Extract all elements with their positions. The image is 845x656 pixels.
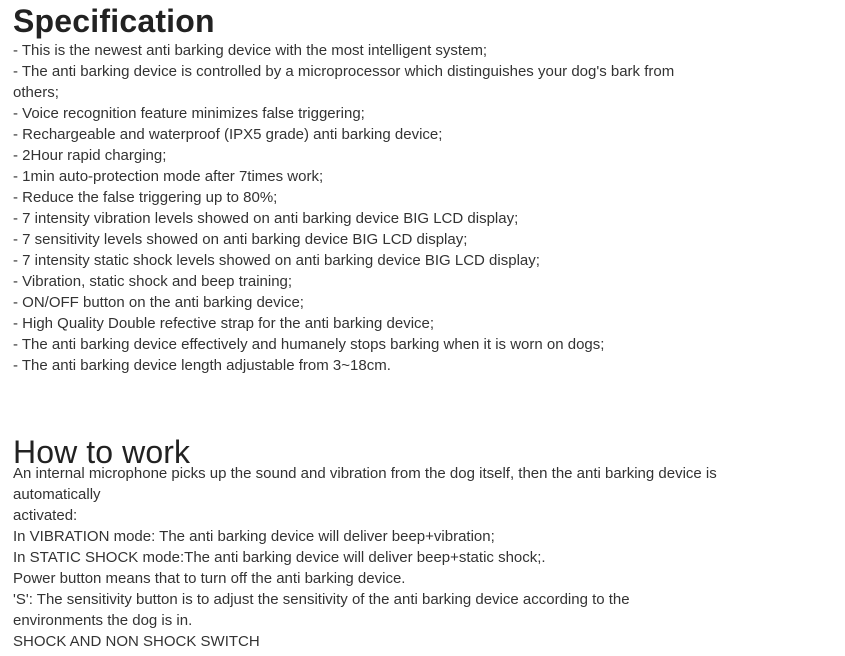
spec-line: - This is the newest anti barking device with the most intelligent system; [13, 42, 488, 59]
how-line: An internal microphone picks up the sound and vibration from the dog itself, then the anti barking device is [13, 465, 717, 482]
how-line: 'S': The sensitivity button is to adjust the sensitivity of the anti barking device according to the [13, 591, 630, 608]
spec-line: - High Quality Double refective strap for the anti barking device; [13, 315, 435, 332]
spec-line: - Rechargeable and waterproof (IPX5 grade) anti barking device; [13, 126, 443, 143]
specification-heading: Specification [13, 3, 215, 39]
how-line: In STATIC SHOCK mode:The anti barking device will deliver beep+static shock;. [13, 549, 546, 566]
spec-line: - The anti barking device effectively and humanely stops barking when it is worn on dogs; [13, 336, 605, 353]
spec-line: - 2Hour rapid charging; [13, 147, 167, 164]
how-line: SHOCK AND NON SHOCK SWITCH [13, 633, 260, 650]
how-to-work-list [13, 463, 845, 652]
how-line: environments the dog is in. [13, 612, 193, 629]
spec-line: - The anti barking device length adjustable from 3~18cm. [13, 357, 391, 374]
spec-line: - 7 intensity static shock levels showed on anti barking device BIG LCD display; [13, 252, 540, 269]
spec-line: - The anti barking device is controlled by a microprocessor which distinguishes your dog's bark from [13, 63, 675, 80]
spec-line: - 1min auto-protection mode after 7times work; [13, 168, 324, 185]
spec-line: others; [13, 84, 59, 101]
spec-line: - Vibration, static shock and beep training; [13, 273, 293, 290]
spec-line: - 7 intensity vibration levels showed on anti barking device BIG LCD display; [13, 210, 519, 227]
how-to-work-heading: How to work [13, 434, 191, 470]
how-line: In VIBRATION mode: The anti barking device will deliver beep+vibration; [13, 528, 495, 545]
specification-list [13, 40, 845, 376]
spec-line: - Reduce the false triggering up to 80%; [13, 189, 278, 206]
spec-line: - ON/OFF button on the anti barking device; [13, 294, 304, 311]
spec-line: - Voice recognition feature minimizes false triggering; [13, 105, 365, 122]
spec-line: - 7 sensitivity levels showed on anti barking device BIG LCD display; [13, 231, 468, 248]
how-line: automatically [13, 486, 101, 503]
how-line: activated: [13, 507, 78, 524]
section-spacer [13, 376, 845, 428]
how-line: Power button means that to turn off the anti barking device. [13, 570, 406, 587]
